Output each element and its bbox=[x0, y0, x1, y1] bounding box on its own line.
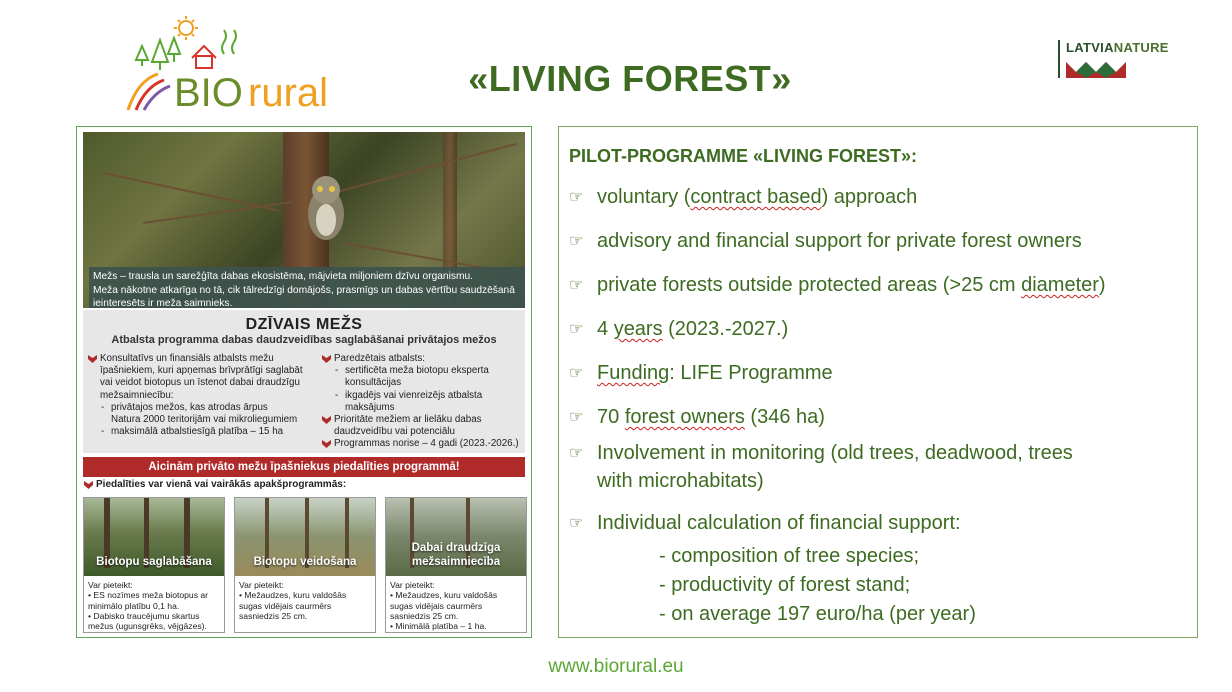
poster-caption: Mežs – trausla un sarežģīta dabas ekosistēma, mājvieta miljoniem dzīvu organismu. Meža nākotne atkarīga no tā, cik tālredzīgi domājošs, prasmīgs un dabas vērtību saudzēšanā ieinteresēts ir meža saimnieks. bbox=[89, 267, 525, 308]
list-item: ☞ 70 forest owners (346 ha) bbox=[569, 406, 825, 428]
poster-text-row: Konsultatīvs un finansiāls atbalsts mežu bbox=[87, 353, 313, 365]
pointing-hand-icon: ☞ bbox=[569, 409, 584, 426]
chevron-down-icon bbox=[84, 481, 93, 489]
poster-text-row: īpašniekiem, kuri apņemas brīvprātīgi saglabāt bbox=[100, 365, 303, 377]
poster-text-row: - privātajos mežos, kas atrodas ārpus bbox=[101, 401, 268, 413]
svg-text:rural: rural bbox=[248, 71, 329, 115]
poster-text-row: daudzveidību vai potenciālu bbox=[334, 426, 455, 438]
pointing-hand-icon: ☞ bbox=[569, 233, 584, 250]
list-item: ☞ 4 years (2023.-2027.) bbox=[569, 318, 789, 340]
list-item-continuation: with microhabitats) bbox=[597, 470, 764, 492]
list-item: ☞ Funding: LIFE Programme bbox=[569, 362, 833, 384]
poster-banner: Aicinām privāto mežu īpašniekus piedalīties programmā! bbox=[83, 457, 525, 477]
poster-left-column bbox=[87, 353, 313, 438]
pointing-hand-icon: ☞ bbox=[569, 321, 584, 338]
poster-text-row: Natura 2000 teritorijām vai mikroliegumiem bbox=[111, 414, 298, 426]
pointing-hand-icon: ☞ bbox=[569, 445, 584, 462]
poster-text-row: mežsaimniecību: bbox=[100, 389, 174, 401]
sub-list-item: - composition of tree species; bbox=[659, 545, 920, 567]
logo-text: BIO bbox=[174, 71, 243, 115]
chevron-down-icon bbox=[88, 355, 97, 363]
poster-subtitle: Atbalsta programma dabas daudzveidības saglabāšanai privātajos mežos bbox=[111, 334, 497, 346]
list-item: ☞ voluntary (contract based) approach bbox=[569, 186, 918, 208]
biorural-logo bbox=[122, 14, 372, 118]
poster-text-row: - sertificēta meža biotopu eksperta bbox=[335, 365, 489, 377]
poster-text-row: Programmas norise – 4 gadi (2023.-2026.) bbox=[321, 438, 521, 450]
sun-icon bbox=[174, 16, 198, 40]
poster-text-row: - ikgadējs vai vienreizējs atbalsta bbox=[335, 389, 483, 401]
pointing-hand-icon: ☞ bbox=[569, 515, 584, 532]
subprogram-card: Dabai draudzīga mežsaimniecība Var pieteikt: • Mežaudzes, kuru valdošās sugas vidējais caurmērs sasniedzis 25 cm. • Minimālā platība – 1 ha. bbox=[385, 497, 527, 633]
pointing-hand-icon: ☞ bbox=[569, 277, 584, 294]
page-title: «LIVING FOREST» bbox=[468, 58, 792, 99]
list-item: ☞ Involvement in monitoring (old trees, deadwood, trees bbox=[569, 442, 1073, 464]
tree-icon bbox=[136, 38, 180, 70]
subprogram-card: Biotopu veidošana Var pieteikt: • Mežaudzes, kuru valdošās sugas vidējais caurmērs sasniedzis 25 cm. bbox=[234, 497, 376, 633]
list-item: ☞ Individual calculation of financial support: bbox=[569, 512, 961, 534]
sub-list-item: - on average 197 euro/ha (per year) bbox=[659, 603, 976, 625]
poster-text-row: konsultācijas bbox=[345, 377, 402, 389]
owl-icon bbox=[301, 172, 351, 242]
house-icon bbox=[192, 46, 216, 68]
sub-list-item: - productivity of forest stand; bbox=[659, 574, 911, 596]
poster-text-row: - maksimālā atbalstiesīgā platība – 15 ha bbox=[101, 426, 284, 438]
box-heading: PILOT-PROGRAMME «LIVING FOREST»: bbox=[569, 146, 918, 166]
chevron-down-icon bbox=[322, 416, 331, 424]
subprogram-card: Biotopu saglabāšana Var pieteikt: • ES nozīmes meža biotopus ar minimālo platību 0,1 ha. • Dabisko traucējumu skartus mežus (ugunsgrēks, vējgāzes). bbox=[83, 497, 225, 633]
owl-forest-photo bbox=[83, 132, 525, 308]
chevron-down-icon bbox=[322, 440, 331, 448]
poster-text-row: Paredzētais atbalsts: bbox=[321, 353, 521, 365]
subprograms-intro: Piedalīties var vienā vai vairākās apakšprogrammās: bbox=[83, 479, 525, 490]
poster-title: DZĪVAIS MEŽS bbox=[245, 316, 363, 333]
poster-image bbox=[76, 126, 532, 638]
footer-url[interactable]: www.biorural.eu bbox=[548, 656, 684, 677]
poster-text-row: maksājums bbox=[345, 401, 395, 413]
poster-right-column bbox=[321, 353, 521, 451]
poster-info-panel bbox=[83, 310, 525, 453]
list-item: ☞ advisory and financial support for private forest owners bbox=[569, 230, 1082, 252]
pointing-hand-icon: ☞ bbox=[569, 365, 584, 382]
pointing-hand-icon: ☞ bbox=[569, 189, 584, 206]
mountains-icon bbox=[1066, 58, 1126, 78]
latvianature-logo: LATVIANATURE bbox=[1058, 40, 1188, 82]
list-item: ☞ private forests outside protected areas (>25 cm diameter) bbox=[569, 274, 1106, 296]
poster-text-row: Prioritāte mežiem ar lielāku dabas bbox=[321, 414, 521, 426]
programme-details-box bbox=[558, 126, 1198, 638]
poster-text-row: vai veidot biotopus un īstenot dabai draudzīgu bbox=[100, 377, 300, 389]
chevron-down-icon bbox=[322, 355, 331, 363]
